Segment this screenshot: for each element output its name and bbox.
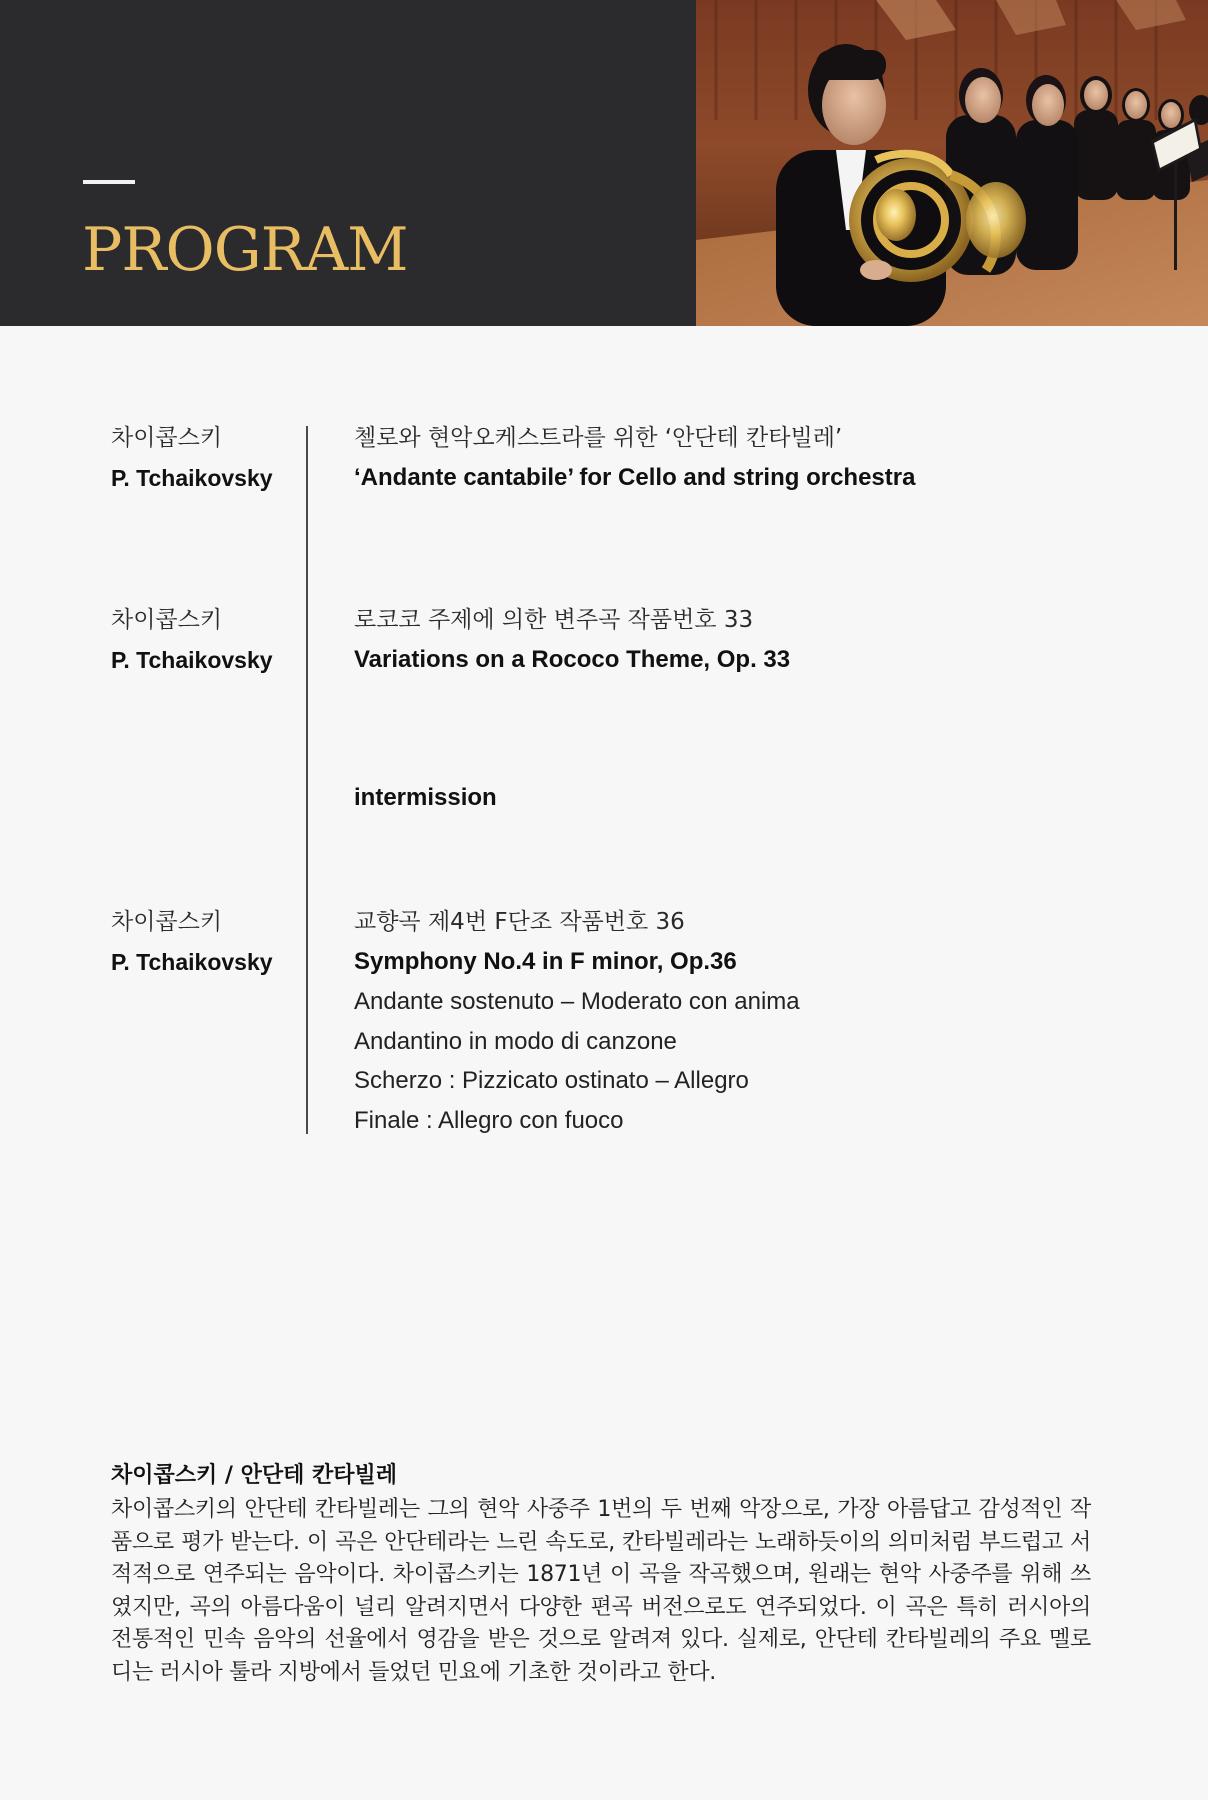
work-title-en: Variations on a Rococo Theme, Op. 33	[354, 646, 791, 673]
composer-1	[111, 418, 301, 498]
work-3	[354, 902, 1154, 1140]
composer-name-en: P. Tchaikovsky	[111, 949, 273, 975]
composer-name-ko: 차이콥스키	[111, 425, 223, 451]
composer-name-ko: 차이콥스키	[111, 909, 223, 935]
work-title-en: Symphony No.4 in F minor, Op.36	[354, 948, 737, 975]
movement-1: Andante sostenuto – Moderato con anima	[354, 988, 800, 1015]
program-divider-line	[306, 426, 308, 1134]
work-2	[354, 600, 1154, 680]
intermission-label: intermission	[354, 784, 497, 811]
orchestra-photo	[696, 0, 1208, 326]
work-1	[354, 418, 1154, 498]
composer-name-en: P. Tchaikovsky	[111, 465, 273, 491]
notes-body: 차이콥스키의 안단테 칸타빌레는 그의 현악 사중주 1번의 두 번째 악장으로, 가장 아름답고 감성적인 작품으로 평가 받는다. 이 곡은 안단테라는 느린 속도로, 칸타빌레라는 노래하듯이의 의미처럼 부드럽고 서적적으로 연주되는 음악이다. 차이콥스키는 1871년 이 곡을 작곡했으며, 원래는 현악 사중주를 위해 쓰였지만, 곡의 아름다움이 널리 알려지면서 다양한 편곡 버전으로도 연주되었다. 이 곡은 특히 러시아의 전통적인 민속 음악의 선율에서 영감을 받은 것으로 알려져 있다. 실제로, 안단테 칸타빌레의 주요 멜로디는 러시아 툴라 지방에서 들었던 민요에 기초한 것이라고 한다.	[111, 1497, 1091, 1685]
page-title: PROGRAM	[82, 215, 408, 285]
movement-3: Scherzo : Pizzicato ostinato – Allegro	[354, 1067, 749, 1094]
composer-2	[111, 600, 301, 680]
work-title-ko: 첼로와 현악오케스트라를 위한 ‘안단테 칸타빌레’	[354, 425, 843, 451]
movement-4: Finale : Allegro con fuoco	[354, 1106, 624, 1134]
work-title-ko: 로코코 주제에 의한 변주곡 작품번호 33	[354, 607, 754, 633]
work-title-en: ‘Andante cantabile’ for Cello and string orchestra	[354, 464, 916, 491]
header-dash-decoration	[83, 180, 135, 184]
work-title-ko: 교향곡 제4번 F단조 작품번호 36	[354, 909, 685, 935]
notes-title: 차이콥스키 / 안단테 칸타빌레	[111, 1463, 398, 1488]
composer-3	[111, 902, 301, 982]
composer-name-ko: 차이콥스키	[111, 607, 223, 633]
movement-2: Andantino in modo di canzone	[354, 1027, 677, 1055]
program-notes	[111, 1458, 1091, 1689]
composer-name-en: P. Tchaikovsky	[111, 647, 273, 673]
